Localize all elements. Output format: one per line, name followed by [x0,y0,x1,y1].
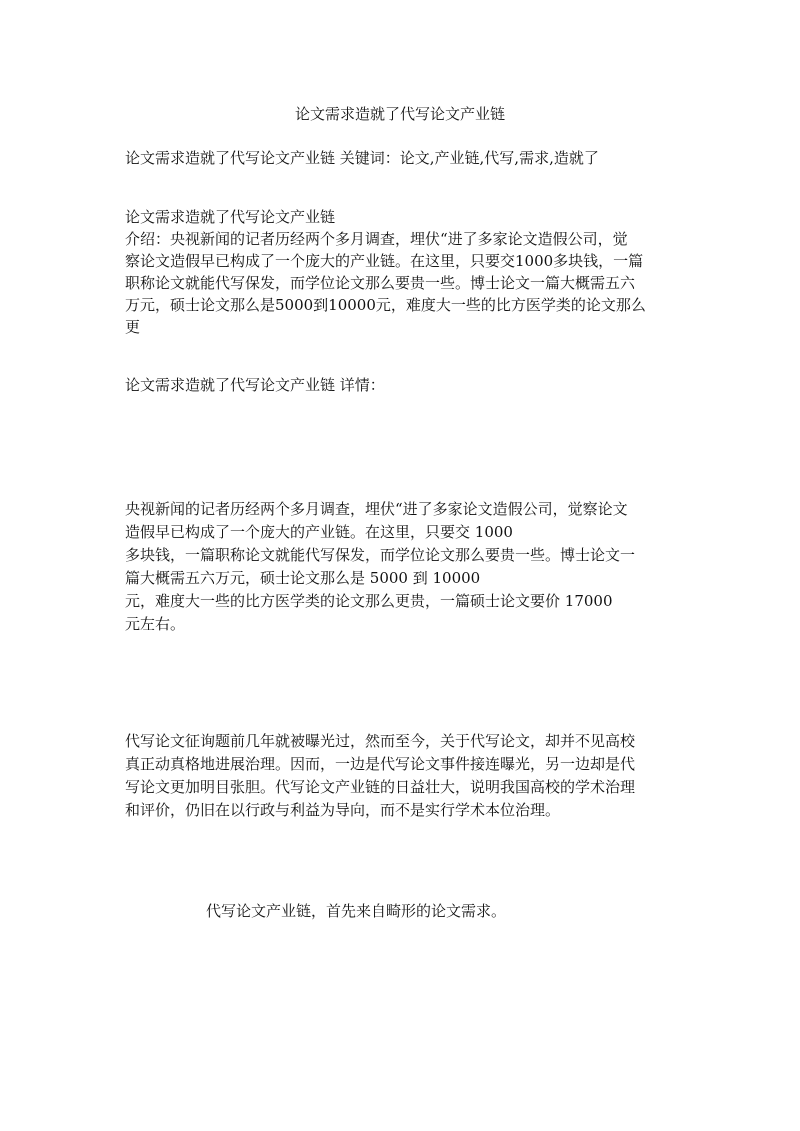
document-title: 论文需求造就了代写论文产业链 [294,105,505,123]
body-paragraph-2: 代写论文征询题前几年就被曝光过，然而至今，关于代写论文，却并不见高校 真正动真格地进展治理。因而，一边是代写论文事件接连曝光，另一边却是代 写论文更加明目张胆。代写论文产业链的日益壮大，说明我国高校的学术治理 和评价，仍旧在以行政与利益为导向，而不是实行学术本位治理。 [125,732,636,819]
keywords-line: 论文需求造就了代写论文产业链 关键词：论文,产业链,代写,需求,造就了 [125,149,599,167]
intro-heading: 论文需求造就了代写论文产业链 [125,208,336,226]
detail-paragraph: 央视新闻的记者历经两个多月调查，埋伏“进了多家论文造假公司，觉察论文 造假早已构成了一个庞大的产业链。在这里，只要交 1000 多块钱，一篇职称论文就能代写保发，而学位论文那么要贵一些。博士论文一 篇大概需五六万元，硕士论文那么是 5000 到 10000 元，难度大一些的比方医学类的论文那么更贵，一篇硕士论文要价 17000 元左右。 [125,500,636,633]
closing-line: 代写论文产业链，首先来自畸形的论文需求。 [206,902,507,920]
intro-paragraph: 介绍：央视新闻的记者历经两个多月调查，埋伏“进了多家论文造假公司，觉 察论文造假早已构成了一个庞大的产业链。在这里，只要交1000多块钱，一篇 职称论文就能代写保发，而学位论文那么要贵一些。博士论文一篇大概需五六 万元，硕士论文那么是5000到10000元，难度大一些的比方医学类的论文那么 更 [125,230,646,336]
detail-label: 论文需求造就了代写论文产业链 详情： [125,376,385,394]
